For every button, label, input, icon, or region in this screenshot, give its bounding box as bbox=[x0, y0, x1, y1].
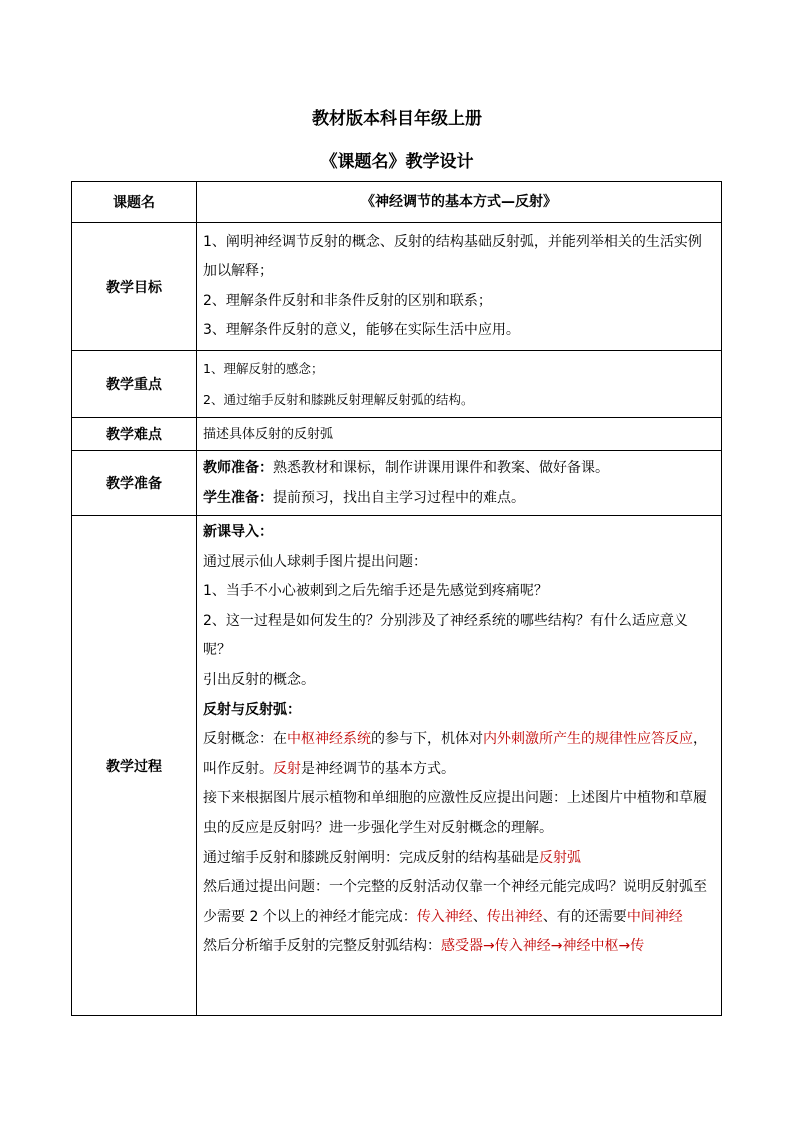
neuron-text: 然后通过提出问题：一个完整的反射活动仅靠一个神经元能完成吗？说明反射弧至少需要 2 个以上的神经才能完成： bbox=[203, 879, 707, 925]
concept-text: 的参与下，机体对 bbox=[371, 731, 483, 748]
concept-text: ，叫作反射。 bbox=[203, 731, 707, 777]
table-row-key-points bbox=[72, 351, 722, 418]
neuron-highlight: 传出神经 bbox=[486, 908, 543, 925]
intro-line: 1、当手不小心被刺到之后先缩手还是先感觉到疼痛呢？ bbox=[203, 583, 548, 600]
topic-label: 课题名 bbox=[72, 182, 197, 223]
goals-label: 教学目标 bbox=[72, 223, 197, 351]
difficulty-value: 描述具体反射的反射弧 bbox=[197, 418, 722, 451]
reflex-arc-line bbox=[203, 844, 715, 874]
document-title: 《课题名》教学设计 bbox=[320, 152, 474, 172]
concept-text: 反射概念：在 bbox=[203, 731, 287, 748]
reflex-heading bbox=[203, 696, 715, 726]
concept-highlight: 内外刺激所产生的规律性应答反应 bbox=[483, 731, 693, 748]
process-label: 教学过程 bbox=[72, 516, 197, 1016]
document-subtitle: 教材版本科目年级上册 bbox=[312, 109, 482, 129]
arc-highlight: 反射弧 bbox=[539, 849, 581, 866]
neuron-text: 、有的还需要 bbox=[542, 908, 627, 925]
preparation-content bbox=[197, 451, 722, 516]
key-points-label: 教学重点 bbox=[72, 351, 197, 418]
goals-content bbox=[197, 223, 722, 351]
table-row-goals bbox=[72, 223, 722, 351]
intro-heading bbox=[203, 518, 715, 548]
goal-item: 3、理解条件反射的意义，能够在实际生活中应用。 bbox=[203, 322, 520, 338]
teacher-preparation bbox=[203, 453, 715, 483]
table-row-difficulty bbox=[72, 418, 722, 451]
student-preparation-text: 提前预习，找出自主学习过程中的难点。 bbox=[273, 490, 525, 506]
structure-line bbox=[203, 932, 715, 962]
neuron-highlight: 传入神经 bbox=[416, 908, 473, 925]
reflex-heading-text: 反射与反射弧： bbox=[203, 701, 301, 718]
neuron-text: 、 bbox=[472, 908, 487, 925]
key-point-item: 1、理解反射的感念； bbox=[203, 361, 324, 376]
lesson-plan-table bbox=[71, 181, 722, 1016]
intro-line: 通过展示仙人球刺手图片提出问题： bbox=[203, 553, 427, 570]
teacher-preparation-label: 教师准备： bbox=[203, 460, 273, 476]
concept-text: 是神经调节的基本方式。 bbox=[301, 760, 455, 777]
teacher-preparation-text: 熟悉教材和课标，制作讲课用课件和教案、做好备课。 bbox=[273, 460, 609, 476]
topic-value: 《神经调节的基本方式—反射》 bbox=[197, 182, 722, 223]
process-content bbox=[197, 516, 722, 1016]
reflex-concept bbox=[203, 725, 715, 784]
intro-line: 引出反射的概念。 bbox=[203, 671, 315, 688]
key-point-item: 2、通过缩手反射和膝跳反射理解反射弧的结构。 bbox=[203, 392, 474, 407]
goal-item: 2、理解条件反射和非条件反射的区别和联系； bbox=[203, 292, 492, 309]
plants-question: 接下来根据图片展示植物和单细胞的应激性反应提出问题：上述图片中植物和草履虫的反应是反射吗？进一步强化学生对反射概念的理解。 bbox=[203, 790, 707, 836]
neuron-highlight: 中间神经 bbox=[626, 908, 683, 925]
table-row-preparation bbox=[72, 451, 722, 516]
concept-highlight: 反射 bbox=[273, 760, 301, 777]
structure-text: 然后分析缩手反射的完整反射弧结构： bbox=[203, 938, 441, 955]
structure-highlight: 感受器→传入神经→神经中枢→传 bbox=[441, 938, 645, 955]
goal-item: 1、阐明神经调节反射的概念、反射的结构基础反射弧，并能列举相关的生活实例加以解释； bbox=[203, 233, 702, 279]
arc-text: 通过缩手反射和膝跳反射阐明：完成反射的结构基础是 bbox=[203, 849, 539, 866]
preparation-label: 教学准备 bbox=[72, 451, 197, 516]
intro-heading-text: 新课导入： bbox=[203, 524, 273, 540]
intro-line: 2、这一过程是如何发生的？分别涉及了神经系统的哪些结构？有什么适应意义呢？ bbox=[203, 612, 688, 659]
key-points-content bbox=[197, 351, 722, 418]
table-row-topic bbox=[72, 182, 722, 223]
difficulty-label: 教学难点 bbox=[72, 418, 197, 451]
neuron-line bbox=[203, 873, 715, 932]
table-row-process bbox=[72, 516, 722, 1016]
student-preparation bbox=[203, 483, 715, 513]
concept-highlight: 中枢神经系统 bbox=[287, 731, 371, 748]
student-preparation-label: 学生准备： bbox=[203, 490, 273, 506]
